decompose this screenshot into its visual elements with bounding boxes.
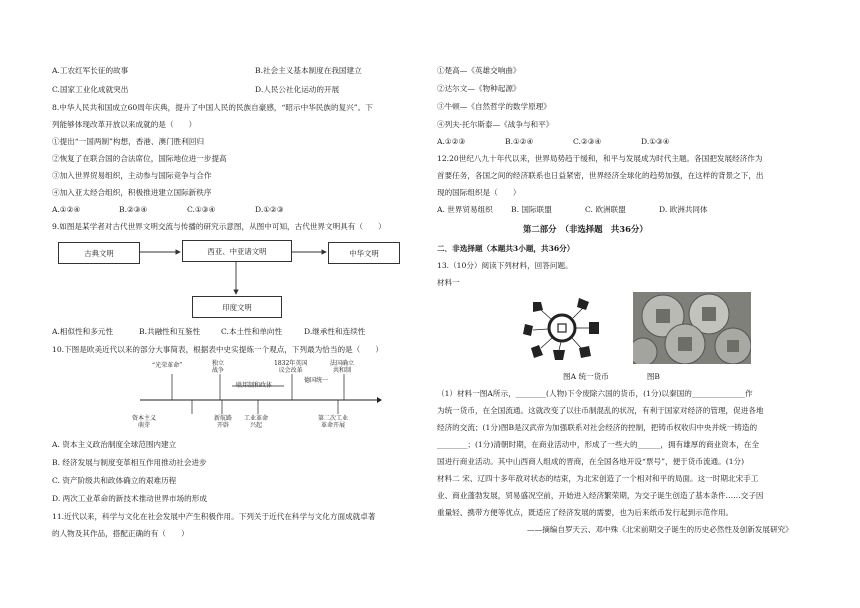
q7-option-d: D.人民公社化运动的开展 — [255, 85, 340, 94]
q12-stem-line3: 现的国际组织是（ ） — [437, 188, 521, 197]
q10-option-b: B. 经济发展与制度变革相互作用推动社会进步 — [52, 458, 207, 467]
q8-option-b: B.②③④ — [119, 205, 148, 214]
figure-caption: 图A 统一货币 图B — [563, 372, 661, 381]
q10-event-france-republic: 法国确立 共和制 — [330, 360, 355, 374]
q8-stem-line2: 列能够体现改革开放以来成就的是（ ） — [52, 120, 197, 129]
coin-diagram-icon — [517, 290, 607, 366]
q9-option-a: A.相似性和多元性 — [52, 327, 114, 336]
q13-body-line2: 为统一货币，在全国流通。这就改变了以往币制混乱的状况，有利于国家对经济的管理，促进各地 — [437, 406, 764, 415]
q9-box-west-asia: 西亚、中亚诸文明 — [182, 240, 292, 262]
q10-event-capitalism-sprouts: 资本主义 萌芽 — [132, 415, 157, 429]
q10-event-german-unification: 德国统一 — [304, 377, 329, 384]
q8-option-d: D.①②③ — [255, 205, 284, 214]
q7-option-c: C.国家工业化成就突出 — [52, 85, 129, 94]
q8-stem-line1: 8.中华人民共和国成立60周年庆典，提升了中国人民的民族自豪感，“昭示中华民族的复兴”。下 — [52, 103, 373, 112]
q8-item-1: ①提出“一国两制”构想，香港、澳门胜利回归 — [52, 137, 205, 146]
figure-b-coins-photo — [633, 292, 751, 364]
q10-event-federal-system: 联邦制和政体 — [236, 382, 273, 389]
q11-option-c: C.②③④ — [573, 137, 602, 146]
q11-stem-line2: 的人物及其作品，搭配正确的有（ ） — [52, 529, 189, 538]
q11-item-4: ④列夫·托尔斯泰—《战争与和平》 — [437, 120, 554, 129]
q11-item-1: ①楚高—《英雄交响曲》 — [437, 66, 521, 75]
q12-stem-line1: 12.20世纪八九十年代以来，世界局势趋于缓和，和平与发展成为时代主题。各国把发展经济作为 — [437, 154, 763, 163]
citation: ——摘编自罗天云、邓中殊《北宋前期交子诞生的历史必然性及创新发展研究》 — [527, 525, 793, 534]
q9-option-b: B.共融性和互鉴性 — [139, 327, 201, 336]
q10-option-d: D. 两次工业革命的新技术推动世界市场的形成 — [52, 494, 207, 503]
q8-item-3: ③加入世界贸易组织，主动参与国际竞争与合作 — [52, 171, 212, 180]
section-title: 二．非选择题（本题共3小题，共36分） — [437, 244, 575, 253]
part2-title: 第二部分 （非选择题 共36分） — [523, 224, 648, 234]
material2-line2: 业、商业蓬勃发展，贸易盛况空前，开始进入经济繁荣期，为交子诞生创造了基本条件……交子因 — [437, 491, 764, 500]
q8-option-c: C.①③④ — [187, 205, 216, 214]
q9-option-c: C.本土性和单向性 — [221, 327, 283, 336]
q9-box-classical: 古典文明 — [58, 242, 140, 264]
q9-box-china: 中华文明 — [328, 242, 400, 264]
q8-option-a: A.①②④ — [52, 205, 81, 214]
q10-event-independence: 独立 战争 — [212, 360, 225, 374]
material2-line3: 重量轻、携带方便等优点，既适应了经济发展的需要，也为后来纸币发行起到示范作用。 — [437, 508, 734, 517]
figure-a-unified-currency — [517, 290, 607, 366]
q12-option-a: A. 世界贸易组织 — [437, 205, 493, 214]
q13-body-line1: （1）材料一图A所示，________(人物)下令废除六国的货币，(1分)以秦国的______________作 — [437, 389, 753, 398]
q11-item-3: ③牛顿—《自然哲学的数学原理》 — [437, 102, 551, 111]
q10-event-new-routes: 新航路 开辟 — [214, 415, 233, 429]
q8-item-4: ④加入亚太经合组织，积极推进建立国际新秩序 — [52, 188, 212, 197]
q11-option-b: B.①②④ — [505, 137, 534, 146]
q13-body-line3: 经济的交流；(1分)图B是汉武帝为加强联系对社会经济的控制，把铸币权收归中央并统一铸造的 — [437, 423, 758, 432]
q9-stem: 9.如图是某学者对古代世界文明交流与传播的研究示意图，从图中可知，古代世界文明具有（ ） — [52, 222, 386, 231]
q12-option-c: C. 欧洲联盟 — [585, 205, 626, 214]
q7-option-b: B.社会主义基本制度在我国建立 — [255, 66, 362, 75]
q12-option-d: D. 欧洲共同体 — [659, 205, 708, 214]
q8-item-2: ②恢复了在联合国的合法席位，国际地位进一步提高 — [52, 154, 227, 163]
q11-item-2: ②达尔文—《物种起源》 — [437, 84, 521, 93]
q10-stem: 10.下图是欧美近代以来的部分大事简表，根据表中史实提炼一个观点，下列最为恰当的是（ ） — [52, 345, 384, 354]
coins-photo-image — [633, 292, 751, 364]
q10-event-second-industrial: 第二次工业 革命开展 — [318, 415, 349, 429]
q10-event-1832-reform: 1832年英国 议会改革 — [274, 360, 308, 374]
q10-event-glorious-revolution: “光荣革命” — [152, 362, 183, 369]
q7-option-a: A.工农红军长征的故事 — [52, 66, 129, 75]
q10-event-industrial-revolution: 工业革命 兴起 — [244, 415, 269, 429]
q13-body-line5: 国进行商业活动。其中山西商人组成的晋商，在全国各地开设“票号”，便于货币流通。(1分) — [437, 457, 745, 466]
q10-option-a: A. 资本主义政治制度全球范围内建立 — [52, 440, 177, 449]
q11-option-a: A.①②③ — [437, 137, 466, 146]
q10-timeline — [132, 360, 382, 430]
q10-option-c: C. 资产阶级共和政体确立的艰难历程 — [52, 476, 177, 485]
q13-stem: 13.（10分）阅读下列材料，回答问题。 — [437, 261, 573, 270]
q12-option-b: B. 国际联盟 — [511, 205, 552, 214]
q9-option-d: D.继承性和连续性 — [304, 327, 366, 336]
q11-stem-line1: 11.近代以来，科学与文化在社会发展中产生积极作用。下列关于近代在科学与文化方面成就卓著 — [52, 512, 376, 521]
q12-stem-line2: 首要任务，各国之间的经济联系也日益紧密，世界经济全球化的趋势加强，在这样的背景之下，出 — [437, 171, 764, 180]
q13-body-line4: ________；(1分)清朝时期，在商业活动中，形成了一些大的______，拥有雄厚的商业资本，在全 — [437, 440, 760, 449]
material2-line1: 材料二 宋、辽四十多年敌对状态的结束，为北宋创造了一个相对和平的局面。这一时期北宋手工 — [437, 474, 759, 483]
q9-box-india: 印度文明 — [192, 296, 282, 318]
q9-diagram — [52, 236, 424, 322]
material1-label: 材料一 — [437, 278, 460, 287]
q11-option-d: D.①③④ — [641, 137, 670, 146]
